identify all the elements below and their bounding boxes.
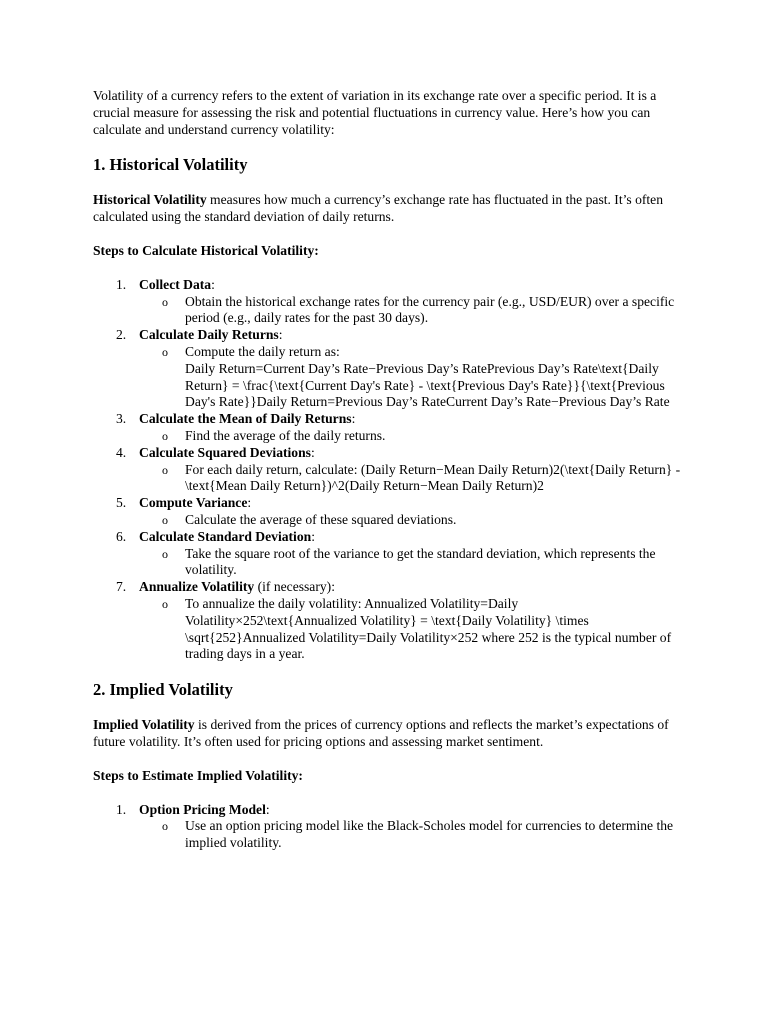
sub-text: Compute the daily return as: [185,343,340,359]
sub-list-item [139,428,681,445]
section-heading-historical: 1. Historical Volatility [93,155,248,175]
bullet-icon: o [162,344,168,359]
sub-list [139,344,681,411]
sub-text: Use an option pricing model like the Black-Scholes model for currencies to determine the implied volatility. [185,818,674,851]
list-item [93,495,681,529]
bullet-icon: o [162,819,168,834]
step-number: 1. [116,276,127,292]
step-title-suffix: : [310,444,315,460]
formula-text: Daily Return=Current Day’s Rate−Previous Day’s RatePrevious Day’s Rate\text{Daily Return} = \frac{\text{Current Day's Rate} - \text{Previous Day's Rate}}{\text{Previous Day's Rate}}Daily Return=Previous Day’s RateCurrent Day’s Rate−Previous Day’s Rate [185,360,670,410]
sub-text: For each daily return, calculate: (Daily Return−Mean Daily Return)2(\text{Daily Return} - \text{Mean Daily Return})^2(Daily Return−Mean Daily Return)2 [185,461,681,494]
steps-list-implied [93,802,681,852]
step-title-suffix: (if necessary): [254,579,335,595]
sub-text: Find the average of the daily returns. [185,427,386,443]
sub-list [139,546,681,580]
step-number: 2. [116,327,127,343]
list-item [93,529,681,579]
list-item [93,327,681,411]
list-item [93,277,681,327]
section-lead-implied [93,717,681,751]
step-number: 4. [116,444,127,460]
sub-list-item [139,294,681,328]
sub-text: Take the square root of the variance to get the standard deviation, which represents the volatility. [185,545,656,578]
bullet-icon: o [162,512,168,527]
list-item [93,579,681,663]
sub-list [139,818,681,852]
list-item [93,445,681,495]
step-title: Collect Data [139,276,212,292]
section-heading-implied: 2. Implied Volatility [93,680,233,700]
bullet-icon: o [162,546,168,561]
step-title: Compute Variance [139,495,248,511]
bullet-icon: o [162,294,168,309]
lead-bold: Historical Volatility [93,192,207,208]
section-lead-historical [93,192,681,226]
sub-list [139,294,681,328]
step-title-suffix: : [311,528,315,544]
step-title-suffix: : [351,411,356,427]
step-title-suffix: : [278,327,283,343]
document-body [93,88,681,852]
step-title-suffix: : [247,495,252,511]
sub-list [139,428,681,445]
step-title: Calculate Squared Deviations [139,444,311,460]
sub-text: To annualize the daily volatility: Annualized Volatility=Daily Volatility×252\text{Annualized Volatility} = \text{Daily Volatility} \times \sqrt{252}Annualized Volatility=Daily Volatility×252 where 252 is the typical number of trading days in a year. [185,595,672,662]
step-title: Calculate Daily Returns [139,327,279,343]
step-title: Annualize Volatility [139,579,255,595]
step-number: 6. [116,528,127,544]
steps-heading-implied: Steps to Estimate Implied Volatility: [93,767,303,783]
steps-list-historical [93,277,681,663]
sub-list-item [139,818,681,852]
sub-list-item [139,512,681,529]
bullet-icon: o [162,462,168,477]
step-title-suffix: : [265,801,270,817]
step-number: 5. [116,495,127,511]
sub-list [139,512,681,529]
lead-rest: measures how much a currency’s exchange rate has fluctuated in the past. It’s often calculated using the standard deviation of daily returns. [93,192,664,225]
bullet-icon: o [162,428,168,443]
step-title-suffix: : [211,276,215,292]
step-title: Calculate the Mean of Daily Returns [139,411,352,427]
step-title: Calculate Standard Deviation [139,528,312,544]
step-number: 1. [116,801,127,817]
sub-list-item [139,462,681,496]
sub-list-item [139,546,681,580]
list-item [93,802,681,852]
sub-list [139,596,681,663]
sub-text: Calculate the average of these squared deviations. [185,511,457,527]
sub-list [139,462,681,496]
step-number: 7. [116,579,127,595]
step-title: Option Pricing Model [139,801,266,817]
intro-paragraph: Volatility of a currency refers to the extent of variation in its exchange rate over a specific period. It is a crucial measure for assessing the risk and potential fluctuations in currency value. Here’s how you can calculate and understand currency volatility: [93,88,657,137]
lead-bold: Implied Volatility [93,717,195,733]
step-number: 3. [116,411,127,427]
list-item [93,411,681,445]
bullet-icon: o [162,596,168,611]
sub-list-item [139,344,681,411]
sub-text: Obtain the historical exchange rates for the currency pair (e.g., USD/EUR) over a specific period (e.g., daily rates for the past 30 days). [185,293,675,326]
steps-heading-historical: Steps to Calculate Historical Volatility: [93,242,319,258]
lead-rest: is derived from the prices of currency options and reflects the market’s expectations of future volatility. It’s often used for pricing options and assessing market sentiment. [93,717,669,749]
sub-list-item [139,596,681,663]
